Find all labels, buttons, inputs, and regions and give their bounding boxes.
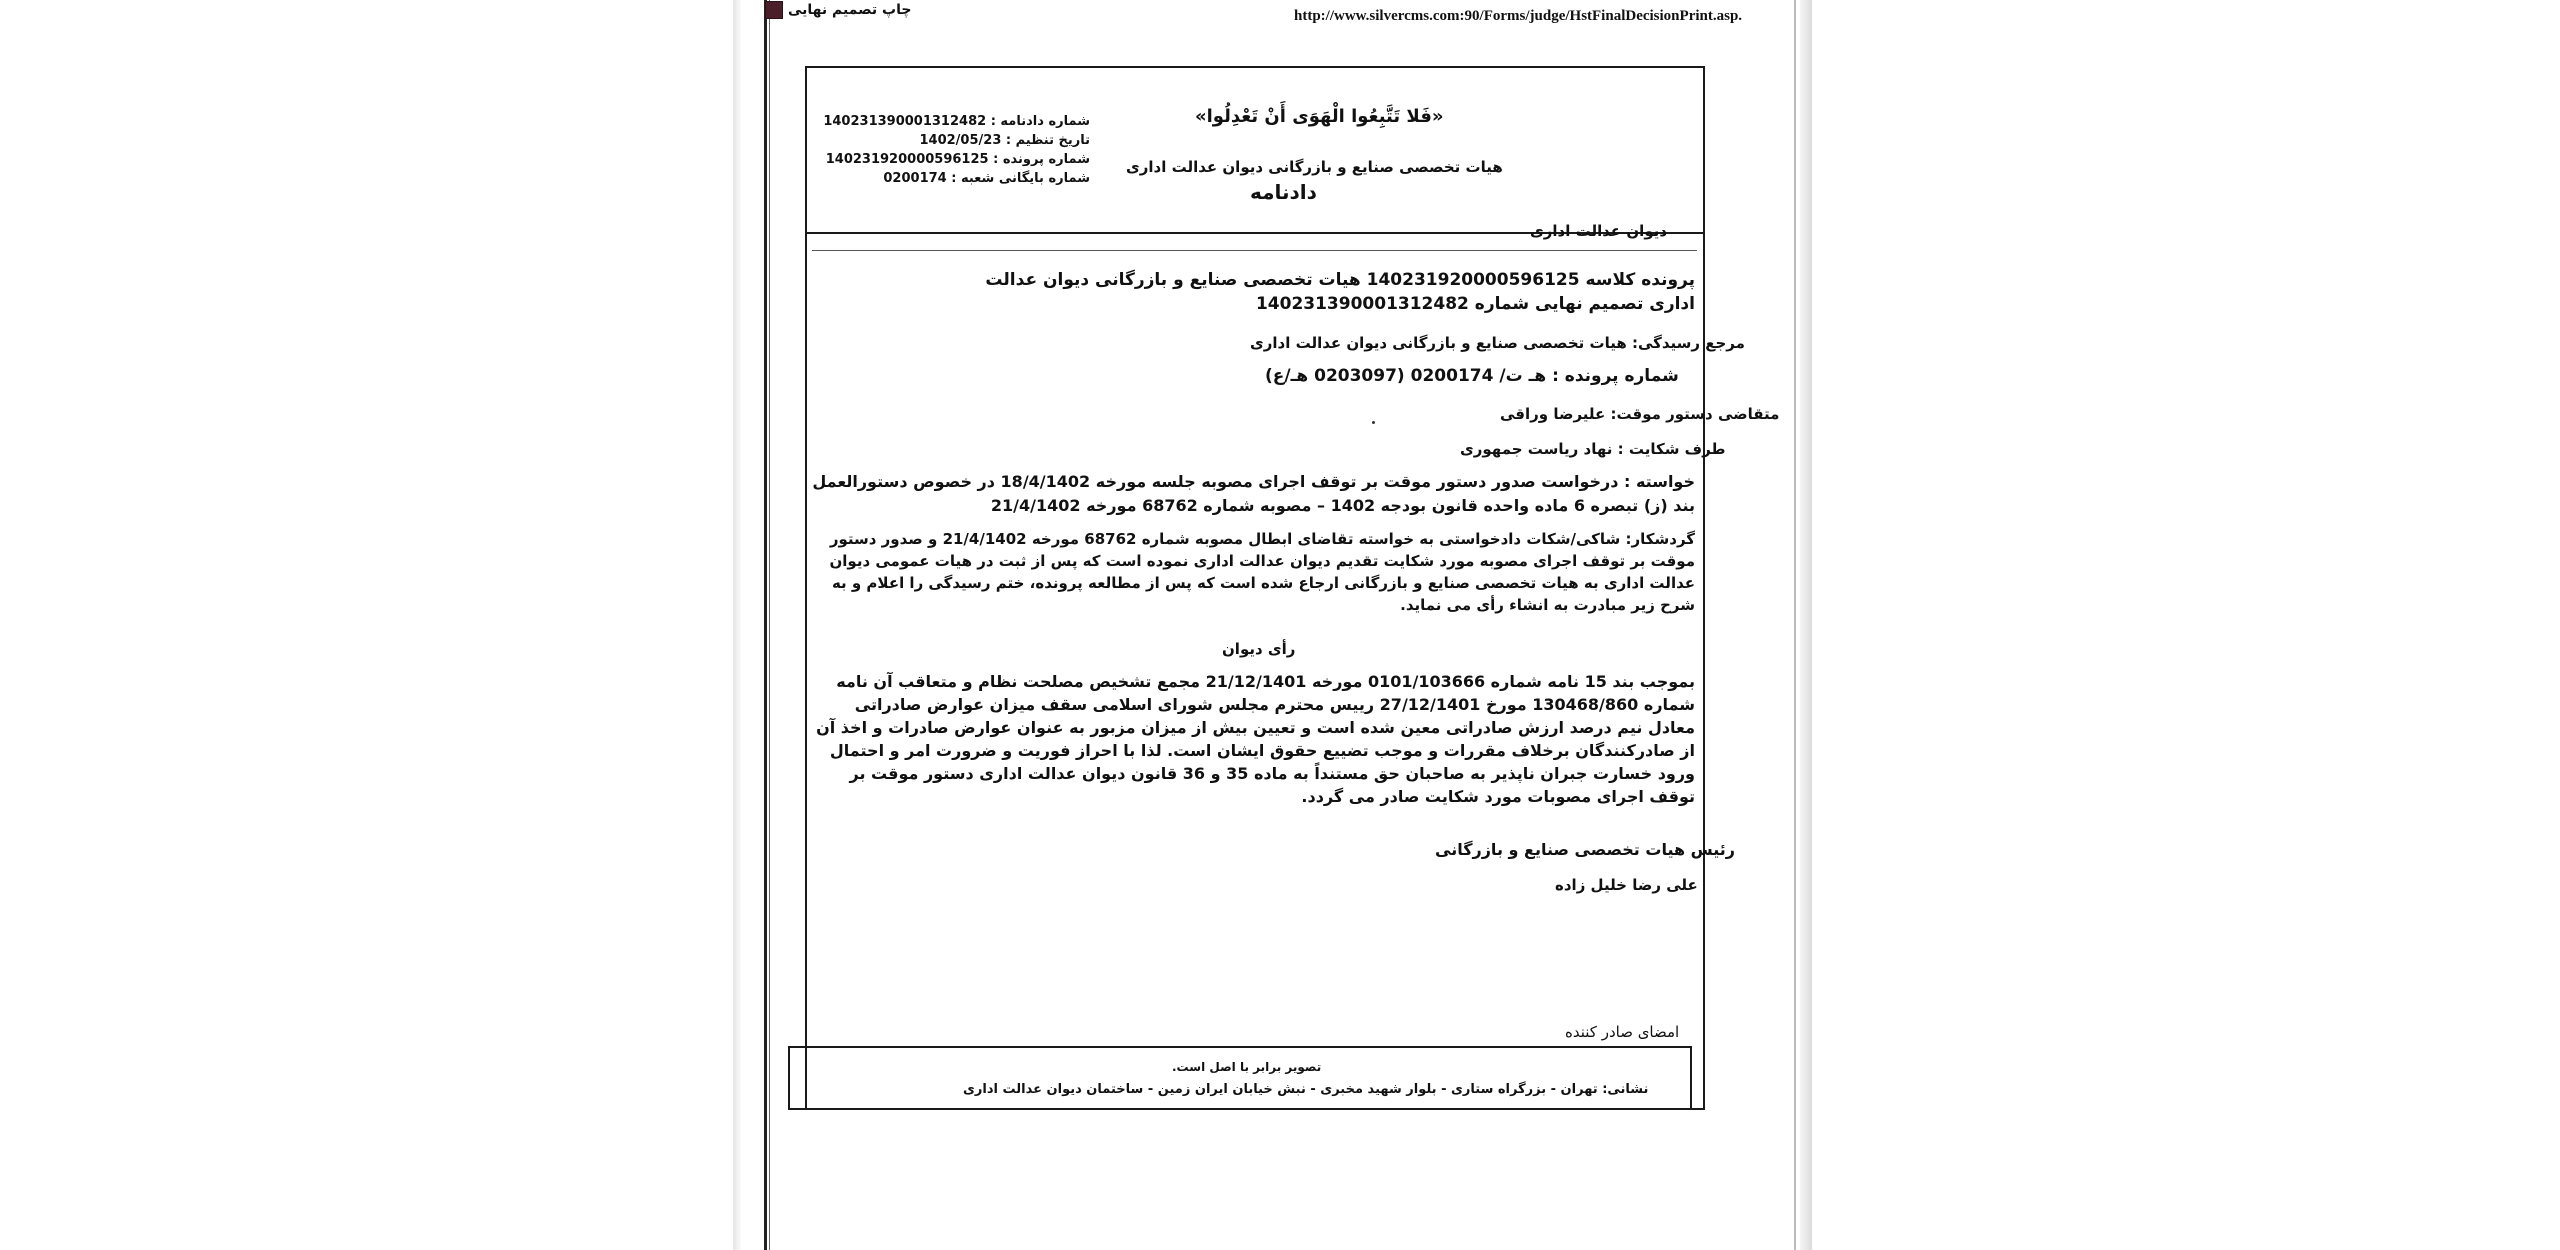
review-reference: مرجع رسیدگی: هیات تخصصی صنایع و بازرگانی دیوان عدالت اداری	[1250, 334, 1745, 352]
print-header	[0, 0, 2560, 26]
board-name: هیات تخصصی صنایع و بازرگانی دیوان عدالت اداری	[1126, 158, 1503, 176]
case-report: گردشکار: شاکی/شکات دادخواستی به خواسته تقاضای ابطال مصوبه شماره 68762 مورخه 21/4/1402 و صدور دستور موقت بر توقف اجرای مصوبه مورد شکایت تقدیم دیوان عدالت اداری نموده است که پس از ثبت در هیات عمومی دیوان عدالت اداری به هیات تخصصی صنایع و بازرگانی ارجاع شده است که پس از مطالعه پرونده، ختم رسیدگی را اعلام و به شرح زیر مبادرت به انشاء رأی می نماید.	[829, 530, 1695, 614]
court-label: دیوان عدالت اداری	[1530, 222, 1668, 240]
meta-case-number: شماره پرونده : 140231920000596125	[825, 152, 1090, 167]
file-number: شماره پرونده : هـ ت/ 0200174 (0203097 هـ/ع)	[1265, 366, 1679, 386]
print-page-icon	[765, 1, 783, 19]
footer-address: نشانی: تهران - بزرگراه ستاری - بلوار شهید مخبری - نبش خیابان ایران زمین - ساختمان دیوان عدالت اداری	[963, 1082, 1649, 1097]
signatory-title: رئیس هیات تخصصی صنایع و بازرگانی	[1435, 840, 1736, 859]
document-metadata	[823, 112, 1090, 188]
verdict-heading: رأی دیوان	[1222, 640, 1296, 658]
issuer-signature-label: امضای صادر کننده	[1565, 1023, 1680, 1041]
scan-edge	[1794, 0, 1796, 1250]
page-url: http://www.silvercms.com:90/Forms/judge/HstFinalDecisionPrint.asp.	[1294, 8, 1743, 24]
document-title: دادنامه	[1250, 180, 1317, 204]
page-shadow-right	[1800, 0, 1812, 1250]
certified-copy-note: تصویر برابر با اصل است.	[1172, 1060, 1322, 1074]
defendant: طرف شکایت : نهاد ریاست جمهوری	[1460, 440, 1726, 458]
scan-edge	[769, 0, 770, 1250]
applicant: متقاضی دستور موقت: علیرضا وراقی	[1500, 405, 1780, 423]
scan-speck	[1372, 421, 1375, 424]
print-page-title: چاپ تصمیم نهایی	[788, 2, 912, 18]
scan-edge	[764, 0, 767, 1250]
request-summary: خواسته : درخواست صدور دستور موقت بر توقف اجرای مصوبه جلسه مورخه 18/4/1402 در خصوص دستورالعمل بند (ز) تبصره 6 ماده واحده قانون بودجه 1402 – مصوبه شماره 68762 مورخه 21/4/1402	[812, 472, 1695, 515]
header-divider	[812, 250, 1697, 251]
case-paragraph: پرونده کلاسه 140231920000596125 هیات تخصصی صنایع و بازرگانی دیوان عدالت اداری تصمیم نهایی شماره 140231390001312482	[985, 270, 1695, 314]
quran-verse: «فَلا تَتَّبِعُوا الْهَوَى أَنْ تَعْدِلُوا»	[1195, 106, 1444, 127]
meta-date: تاریخ تنظیم : 1402/05/23	[919, 133, 1090, 148]
page-shadow-left	[733, 0, 741, 1250]
meta-archive-number: شماره بایگانی شعبه : 0200174	[883, 171, 1090, 186]
verdict-text: بموجب بند 15 نامه شماره 0101/103666 مورخه 21/12/1401 مجمع تشخیص مصلحت نظام و متعاقب آن نامه شماره 130468/860 مورخ 27/12/1401 رییس محترم مجلس شورای اسلامی سقف میزان عوارض صادراتی معادل نیم درصد ارزش صادراتی معین شده است و تعیین بیش از میزان مزبور به عنوان عوارض صادرات و اخذ آن از صادرکنندگان برخلاف مقررات و موجب تضییع حقوق ایشان است. لذا با احراز فوریت و ضرورت امر و احتمال ورود خسارت جبران ناپذیر به صاحبان حق مستنداً به ماده 35 و 36 قانون دیوان عدالت اداری دستور موقت بر توقف اجرای مصوبات مورد شکایت صادر می گردد.	[816, 672, 1695, 806]
signatory-name: علی رضا خلیل زاده	[1555, 876, 1698, 894]
footer-box	[788, 1046, 1692, 1110]
meta-verdict-number: شماره دادنامه : 140231390001312482	[823, 114, 1090, 129]
